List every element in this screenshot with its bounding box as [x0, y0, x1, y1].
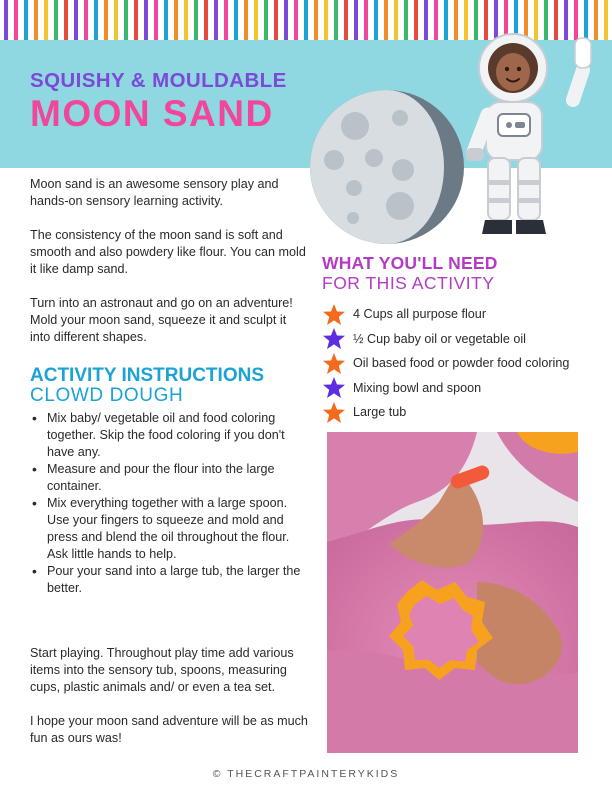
star-icon [322, 303, 346, 326]
stripe [434, 0, 438, 40]
stripe [34, 0, 38, 40]
supply-item [322, 302, 612, 327]
closing-paragraph: Start playing. Throughout play time add various items into the sensory tub, spoons, measuring cups, plastic animals and/ or even a tea set. [30, 646, 294, 694]
stripe [54, 0, 58, 40]
stripe [124, 0, 128, 40]
activity-subheading: CLOWD DOUGH [30, 385, 184, 406]
supply-label: 4 Cups all purpose flour [353, 307, 487, 322]
supplies-subheading: FOR THIS ACTIVITY [322, 273, 495, 293]
stripe [254, 0, 258, 40]
stripe [274, 0, 278, 40]
stripe [214, 0, 218, 40]
stripe [14, 0, 18, 40]
star-icon [322, 376, 346, 399]
stripe [294, 0, 298, 40]
moon-sand-photo-illustration [327, 432, 578, 753]
stripe [154, 0, 158, 40]
closing-paragraph: I hope your moon sand adventure will be as much fun as ours was! [30, 714, 308, 745]
stripe [244, 0, 248, 40]
stripe [354, 0, 358, 40]
supply-label: Large tub [353, 405, 407, 420]
page-title: MOON SAND [30, 93, 274, 134]
supply-item [322, 400, 612, 425]
instruction-step: • Measure and pour the flour into the large container. [30, 461, 310, 495]
supply-item [322, 327, 612, 352]
stripe [144, 0, 148, 40]
instruction-list [30, 410, 310, 597]
stripe [194, 0, 198, 40]
stripe [304, 0, 308, 40]
supply-label: Mixing bowl and spoon [353, 380, 482, 395]
intro-paragraph: Moon sand is an awesome sensory play and hands-on sensory learning activity. [30, 177, 279, 208]
stripe [324, 0, 328, 40]
stripe [334, 0, 338, 40]
stripe [44, 0, 48, 40]
intro-paragraph: The consistency of the moon sand is soft and smooth and also powdery like flour. You can mold it like damp sand. [30, 228, 306, 276]
stripe [414, 0, 418, 40]
stripe [134, 0, 138, 40]
stripe [4, 0, 8, 40]
intro-paragraph: Turn into an astronaut and go on an adventure! Mold your moon sand, squeeze it and sculpt it into different shapes. [30, 296, 293, 344]
intro-text [30, 176, 310, 363]
page-subtitle: SQUISHY & MOULDABLE [30, 69, 287, 92]
stripe [284, 0, 288, 40]
stripe [84, 0, 88, 40]
stripe [94, 0, 98, 40]
closing-text [30, 645, 312, 764]
supply-label: ½ Cup baby oil or vegetable oil [353, 331, 526, 346]
stripe [234, 0, 238, 40]
stripe [364, 0, 368, 40]
stripe [74, 0, 78, 40]
stripe [394, 0, 398, 40]
stripe [314, 0, 318, 40]
instruction-step: • Mix everything together with a large spoon. Use your fingers to squeeze and mold and press and blend the oil throughout the flour. Ask little hands to help. [30, 495, 310, 563]
supply-item [322, 351, 612, 376]
stripe [384, 0, 388, 40]
activity-heading: ACTIVITY INSTRUCTIONS [30, 365, 264, 386]
footer-credit: © THECRAFTPAINTERYKIDS [212, 768, 400, 780]
stripe [264, 0, 268, 40]
supply-label: Oil based food or powder food coloring [353, 356, 570, 371]
stripe [184, 0, 188, 40]
star-icon [322, 352, 346, 375]
instruction-step: • Mix baby/ vegetable oil and food coloring together. Skip the food coloring if you don't have any. [30, 410, 310, 461]
stripe [224, 0, 228, 40]
stripe [344, 0, 348, 40]
stripe [444, 0, 448, 40]
stripe [404, 0, 408, 40]
supplies-heading: WHAT YOU'LL NEED [322, 253, 498, 273]
stripe [164, 0, 168, 40]
stripe [374, 0, 378, 40]
stripe [64, 0, 68, 40]
stripe [104, 0, 108, 40]
stripe [424, 0, 428, 40]
stripe [174, 0, 178, 40]
stripe [204, 0, 208, 40]
astronaut-illustration [458, 20, 603, 248]
star-icon [322, 401, 346, 424]
instruction-step: • Pour your sand into a large tub, the larger the better. [30, 563, 310, 597]
stripe [604, 0, 608, 40]
moon-illustration [308, 88, 466, 246]
supply-item [322, 376, 612, 401]
moon-sand-photo [327, 432, 578, 753]
stripe [24, 0, 28, 40]
star-icon [322, 327, 346, 350]
stripe [114, 0, 118, 40]
supplies-list [322, 302, 612, 425]
